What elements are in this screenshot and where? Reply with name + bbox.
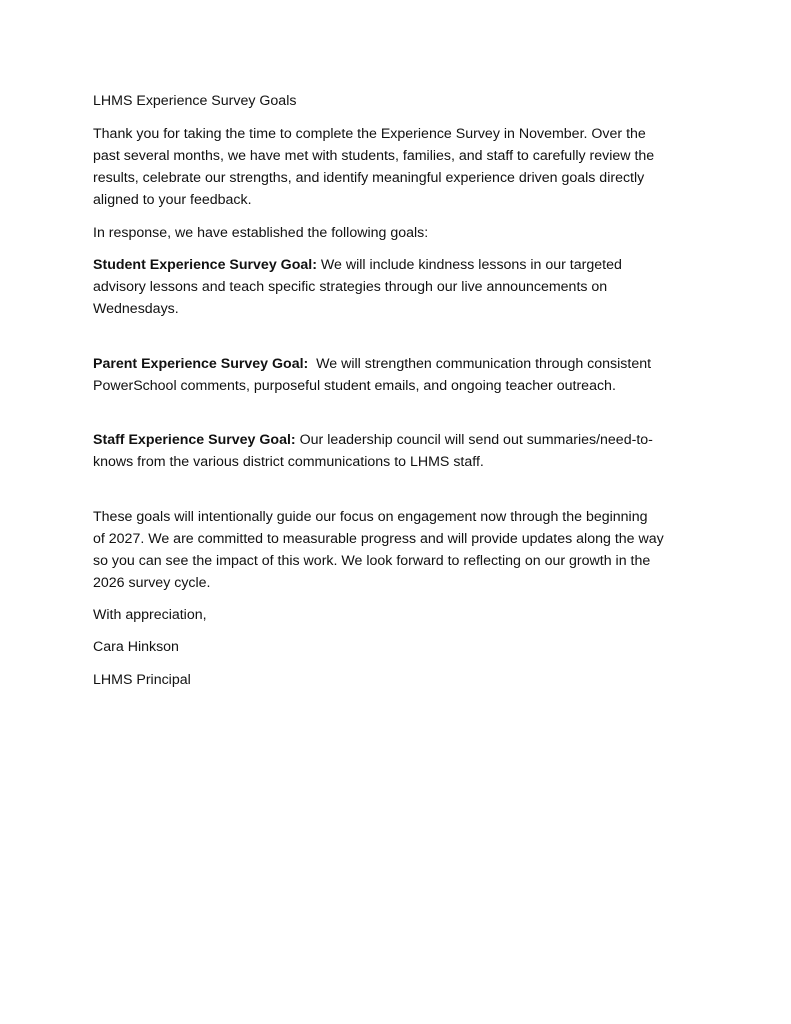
student-goal-paragraph xyxy=(93,254,622,320)
text-line: knows from the various district communications to LHMS staff. xyxy=(93,454,484,470)
signer-title: LHMS Principal xyxy=(93,672,191,688)
response-paragraph: In response, we have established the following goals: xyxy=(93,225,429,241)
text-line: Wednesdays. xyxy=(93,301,179,317)
text-line: Thank you for taking the time to complete the Experience Survey in November. Over the xyxy=(93,126,646,142)
signoff: With appreciation, xyxy=(93,607,207,623)
document-title: LHMS Experience Survey Goals xyxy=(93,93,297,109)
text-line: so you can see the impact of this work. We look forward to reflecting on our growth in the xyxy=(93,553,651,569)
intro-paragraph xyxy=(93,123,654,211)
text-line: advisory lessons and teach specific strategies through our live announcements on xyxy=(93,279,608,295)
signer-name: Cara Hinkson xyxy=(93,639,179,655)
text-line: Our leadership council will send out summaries/need-to- xyxy=(295,432,653,448)
text-line: PowerSchool comments, purposeful student emails, and ongoing teacher outreach. xyxy=(93,378,616,394)
closing-paragraph xyxy=(93,506,664,594)
text-line: We will strengthen communication through consistent xyxy=(308,356,652,372)
text-line: These goals will intentionally guide our focus on engagement now through the beginning xyxy=(93,509,648,525)
text-line: results, celebrate our strengths, and identify meaningful experience driven goals directly xyxy=(93,170,645,186)
goal-label: Staff Experience Survey Goal: xyxy=(93,432,296,448)
text-line: aligned to your feedback. xyxy=(93,192,252,208)
text-line: past several months, we have met with students, families, and staff to carefully review the xyxy=(93,148,655,164)
text-line: We will include kindness lessons in our targeted xyxy=(316,257,622,273)
goal-label: Student Experience Survey Goal: xyxy=(93,257,317,273)
parent-goal-paragraph xyxy=(93,353,651,397)
text-line: 2026 survey cycle. xyxy=(93,575,211,591)
text-line: of 2027. We are committed to measurable progress and will provide updates along the way xyxy=(93,531,664,547)
staff-goal-paragraph xyxy=(93,429,653,473)
goal-label: Parent Experience Survey Goal: xyxy=(93,356,309,372)
